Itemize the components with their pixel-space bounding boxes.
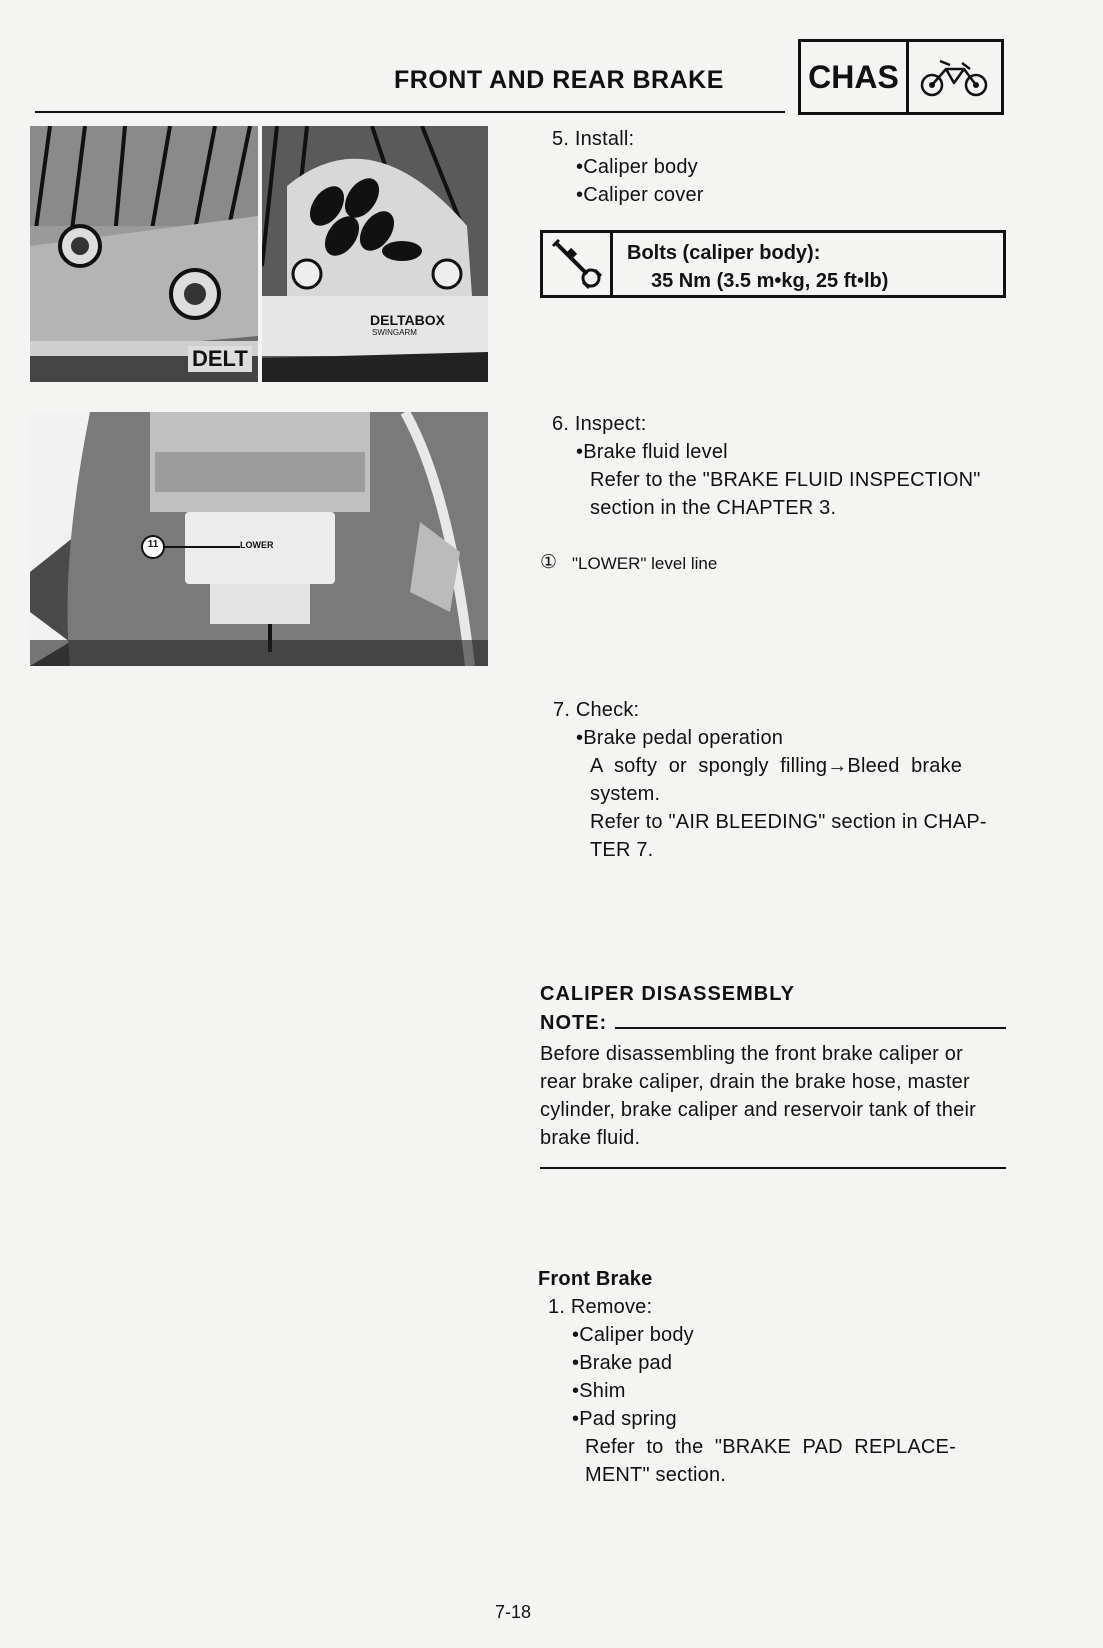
note-top-rule xyxy=(615,1027,1006,1029)
photo-label-deltabox: DELTABOX xyxy=(370,312,445,328)
photo-label-swingarm: SWINGARM xyxy=(372,328,417,337)
legend-text: "LOWER" level line xyxy=(572,554,718,573)
step-6-heading: 6. Inspect: xyxy=(552,413,647,435)
note-text: brake fluid. xyxy=(540,1127,641,1149)
torque-spec-value: 35 Nm (3.5 m•kg, 25 ft•lb) xyxy=(651,270,889,292)
front-brake-item: •Pad spring xyxy=(572,1408,677,1430)
note-text: rear brake caliper, drain the brake hose, master xyxy=(540,1071,970,1093)
step-6-reference: section in the CHAPTER 3. xyxy=(590,497,837,519)
step-6-reference: Refer to the "BRAKE FLUID INSPECTION" xyxy=(590,469,981,491)
note-text: cylinder, brake caliper and reservoir tank of their xyxy=(540,1099,976,1121)
section-tag-label: CHAS xyxy=(801,42,909,112)
front-brake-reference: MENT" section. xyxy=(585,1464,727,1486)
page-number: 7-18 xyxy=(495,1602,532,1622)
section-tag xyxy=(798,39,1004,115)
step-5-heading: 5. Install: xyxy=(552,128,635,150)
photo-callout-number: 11 xyxy=(147,539,159,550)
page-title: FRONT AND REAR BRAKE xyxy=(394,66,724,94)
torque-wrench-icon xyxy=(543,233,613,295)
step-7-text: system. xyxy=(590,783,661,805)
step-7-text: A softy or spongly filling→Bleed brake xyxy=(590,755,963,777)
torque-spec-label: Bolts (caliper body): xyxy=(627,242,821,264)
step-5-item: •Caliper body xyxy=(576,156,698,178)
section-heading-front-brake: Front Brake xyxy=(538,1268,653,1290)
note-text: Before disassembling the front brake caliper or xyxy=(540,1043,963,1065)
photo-label-delt: DELT xyxy=(188,346,252,372)
front-brake-item: •Shim xyxy=(572,1380,626,1402)
front-brake-item: •Brake pad xyxy=(572,1352,673,1374)
legend-marker: ① xyxy=(540,552,558,573)
section-heading-caliper-disassembly: CALIPER DISASSEMBLY xyxy=(540,983,795,1005)
step-6-item: •Brake fluid level xyxy=(576,441,728,463)
photo-caliper-left xyxy=(30,126,258,382)
photo-caliper-cover xyxy=(262,126,488,382)
header-rule xyxy=(35,111,785,113)
front-brake-item: •Caliper body xyxy=(572,1324,694,1346)
step-7-text: Refer to "AIR BLEEDING" section in CHAP- xyxy=(590,811,987,833)
step-5-item: •Caliper cover xyxy=(576,184,704,206)
front-brake-step-1-heading: 1. Remove: xyxy=(548,1296,653,1318)
torque-spec-box xyxy=(540,230,1006,298)
step-7-item: •Brake pedal operation xyxy=(576,727,784,749)
step-7-text: TER 7. xyxy=(590,839,654,861)
motorcycle-icon xyxy=(909,42,1001,112)
photo-label-lower: LOWER xyxy=(240,540,274,550)
photo-reservoir xyxy=(30,412,488,666)
note-bottom-rule xyxy=(540,1167,1006,1169)
note-label: NOTE: xyxy=(540,1012,608,1034)
front-brake-reference: Refer to the "BRAKE PAD REPLACE- xyxy=(585,1436,956,1458)
step-7-heading: 7. Check: xyxy=(553,699,640,721)
